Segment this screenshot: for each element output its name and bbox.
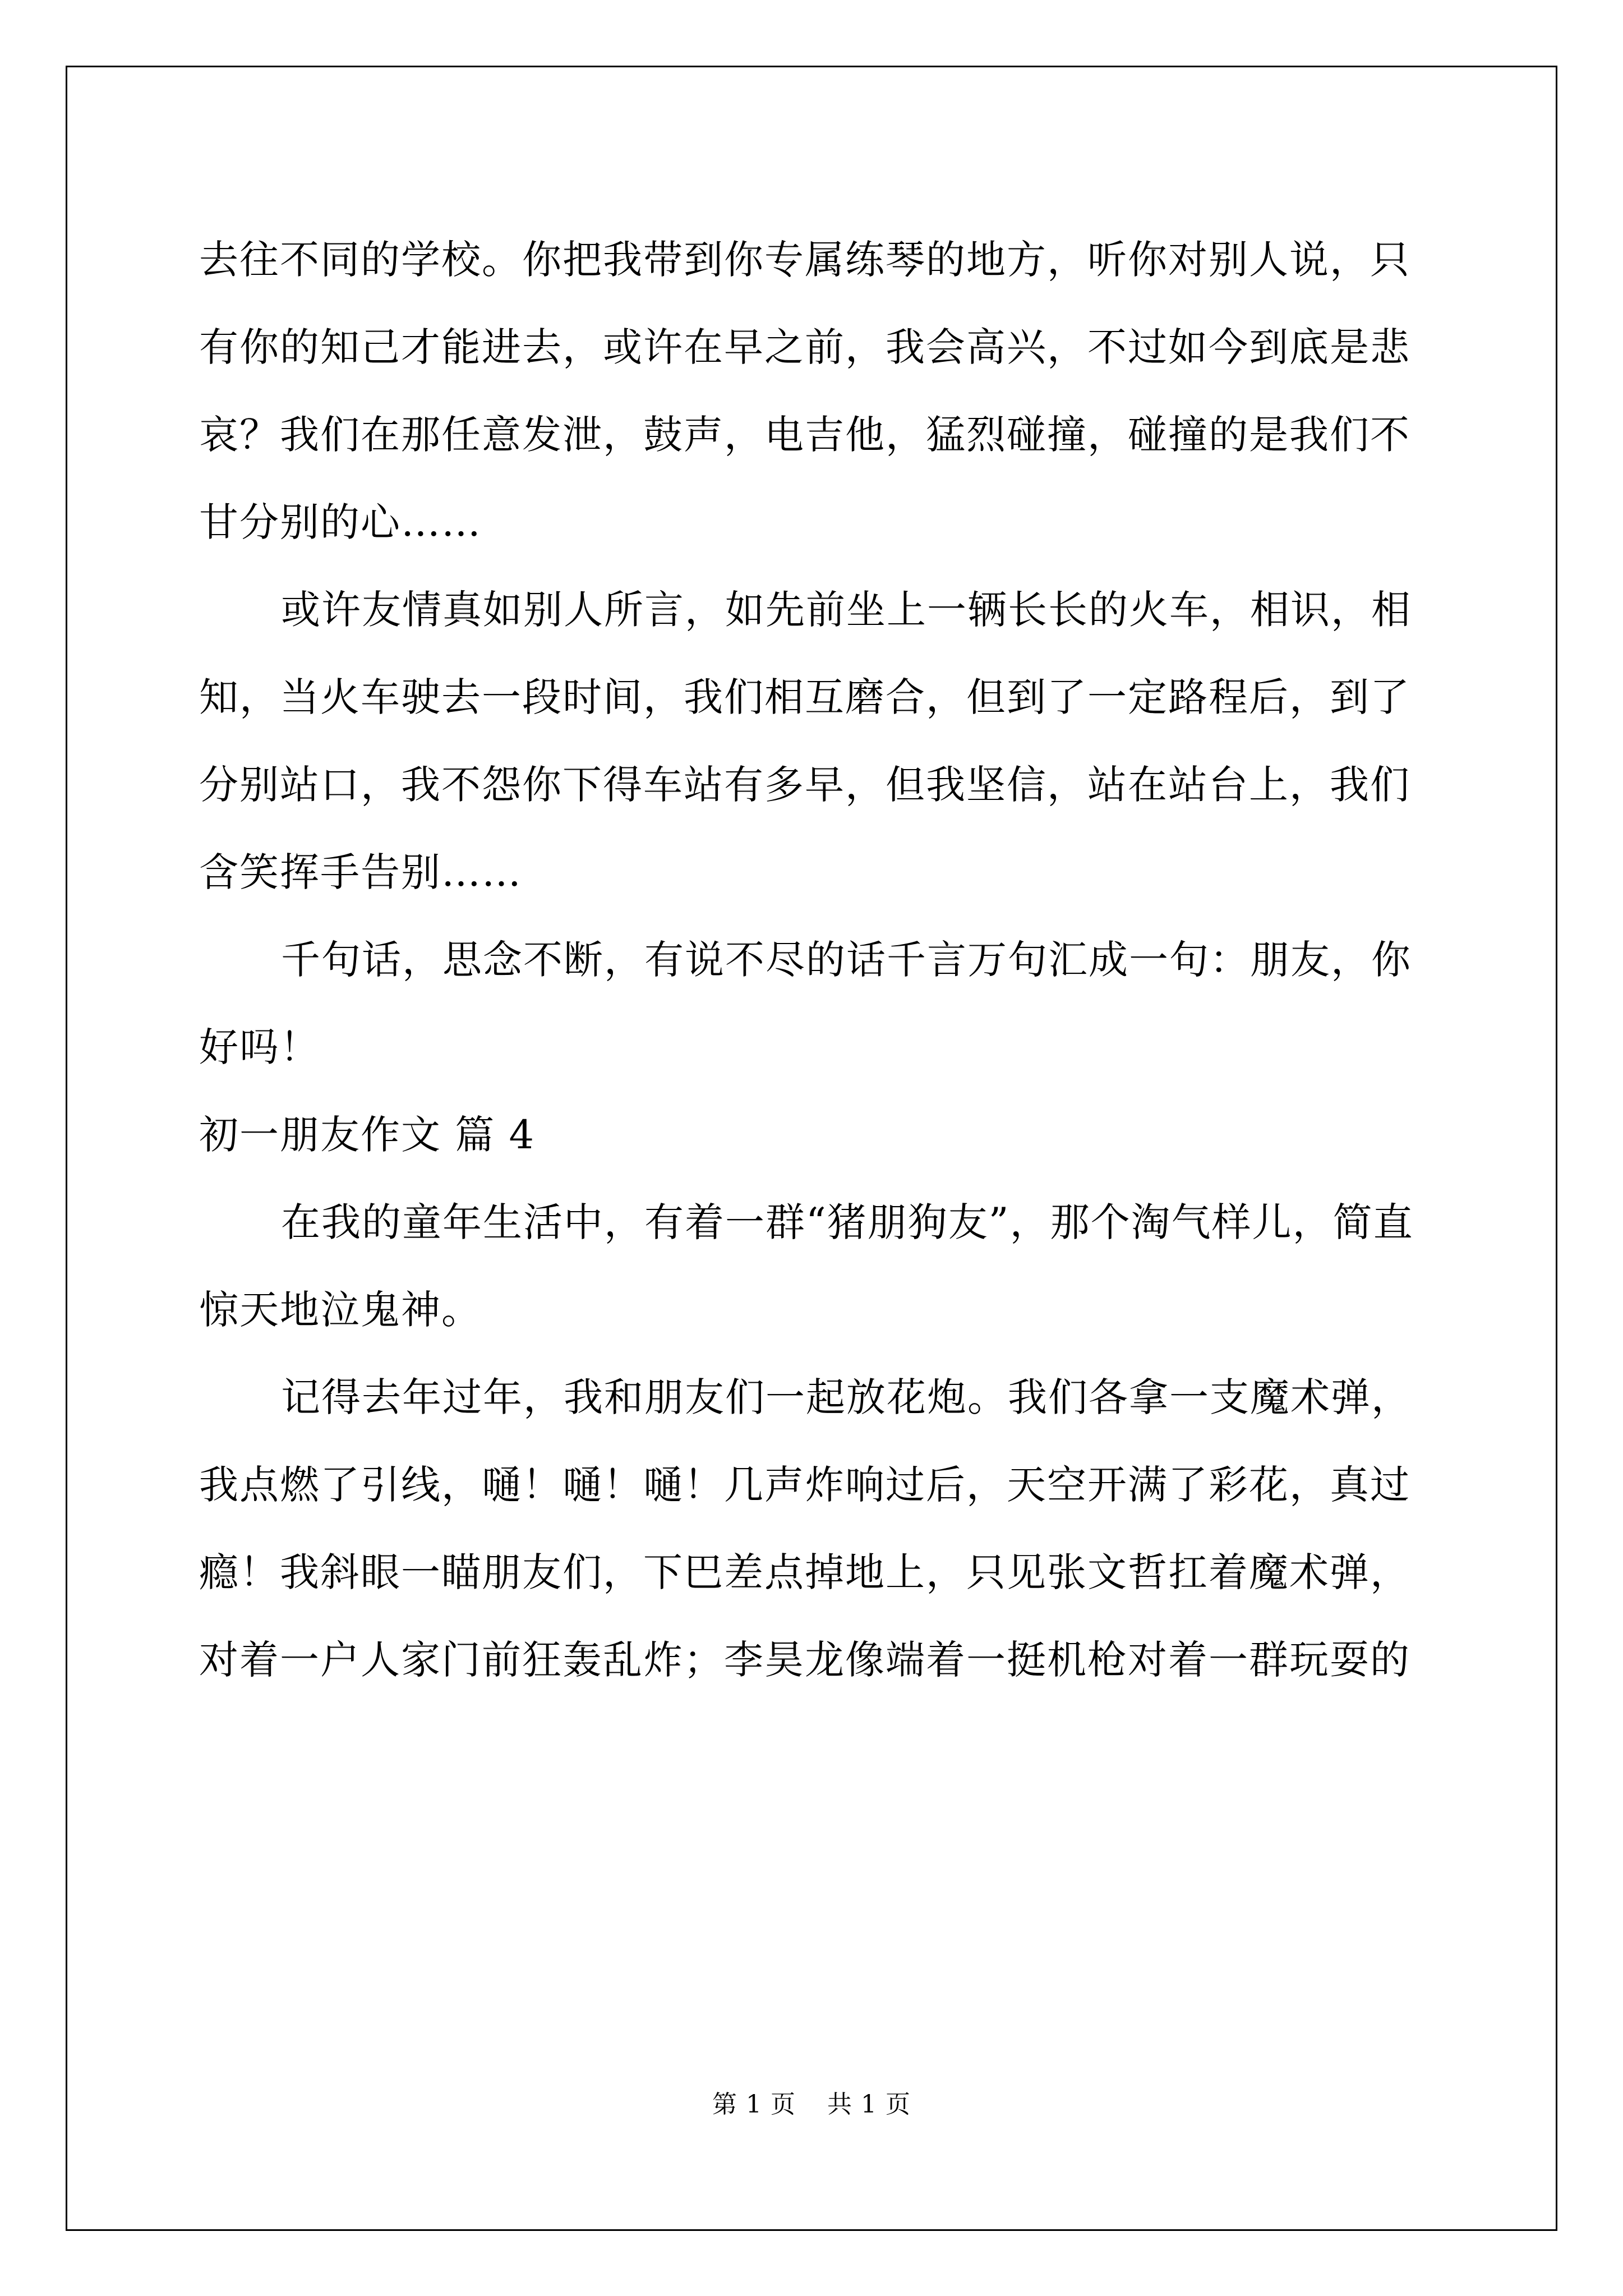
- text-line: 或许友情真如别人所言，如先前坐上一辆长长的火车，相识，相: [281, 587, 1412, 633]
- page-number-total: 共 1 页: [827, 2090, 911, 2119]
- text-line: 去往不同的学校。你把我带到你专属练琴的地方，听你对别人说，只: [199, 237, 1410, 283]
- text-line: 知，当火车驶去一段时间，我们相互磨合，但到了一定路程后，到了: [199, 674, 1410, 720]
- text-line: 对着一户人家门前狂轰乱炸；李昊龙像端着一挺机枪对着一群玩耍的: [199, 1637, 1410, 1683]
- text-line: 记得去年过年，我和朋友们一起放花炮。我们各拿一支魔术弹，: [281, 1374, 1412, 1420]
- text-line: 分别站口，我不怨你下得车站有多早，但我坚信，站在站台上，我们: [199, 762, 1410, 808]
- page-footer: [0, 2088, 1623, 2122]
- text-line: 甘分别的心……: [199, 499, 482, 545]
- text-line: 含笑挥手告别……: [199, 849, 522, 895]
- page-number-current: 第 1 页: [712, 2090, 796, 2119]
- text-line: 有你的知己才能进去，或许在早之前，我会高兴，不过如今到底是悲: [199, 324, 1410, 370]
- text-line: 惊天地泣鬼神。: [199, 1287, 482, 1333]
- text-line: 我点燃了引线，嗵！嗵！嗵！几声炸响过后，天空开满了彩花，真过: [199, 1462, 1410, 1508]
- section-heading: 初一朋友作文 篇 4: [199, 1112, 536, 1158]
- document-body: [199, 216, 1433, 1704]
- text-line: 在我的童年生活中，有着一群“猪朋狗友”，那个淘气样儿，简直: [281, 1199, 1414, 1245]
- text-line: 瘾！我斜眼一瞄朋友们，下巴差点掉地上，只见张文哲扛着魔术弹，: [199, 1549, 1410, 1595]
- text-line: 哀？我们在那任意发泄，鼓声，电吉他，猛烈碰撞，碰撞的是我们不: [199, 412, 1410, 458]
- text-line: 好吗！: [199, 1024, 320, 1070]
- text-line: 千句话，思念不断，有说不尽的话千言万句汇成一句：朋友，你: [281, 937, 1412, 983]
